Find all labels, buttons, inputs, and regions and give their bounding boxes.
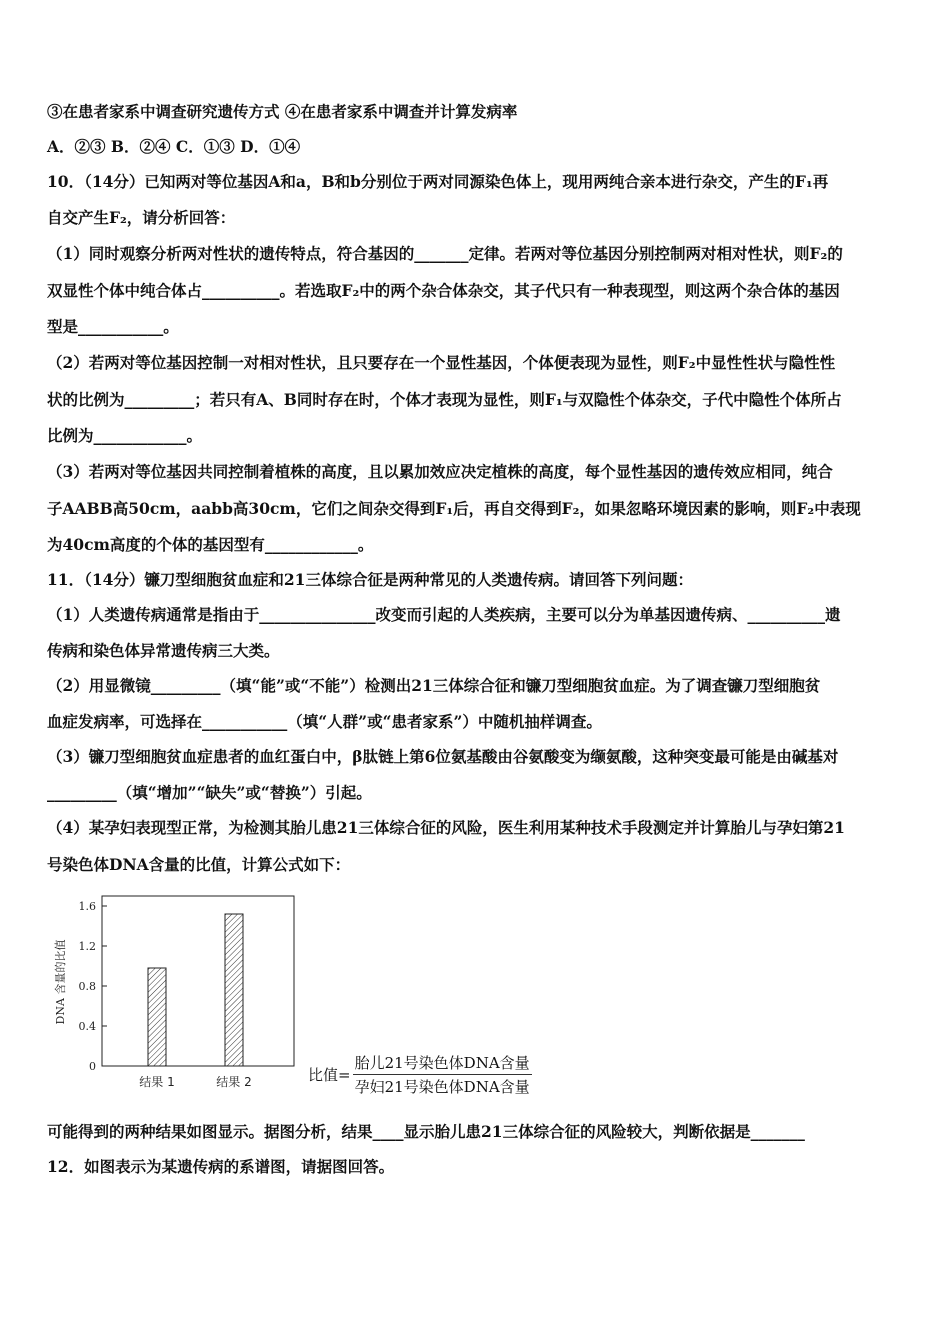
formula-denominator: 孕妇21号染色体DNA含量 — [354, 1078, 530, 1096]
q10-part1-cont: 双显性个体中纯合体占__________。若选取F₂中的两个杂合体杂交，其子代只有一种表现型，则这两个杂合体的基因 — [47, 281, 840, 300]
q11-part2-cont: 血症发病率，可选择在___________（填“人群”或“患者家系”）中随机抽样调查。 — [47, 712, 602, 731]
q10-part2: （2）若两对等位基因控制一对相对性状，且只要存在一个显性基因，个体便表现为显性，则F₂中显性性状与隐性性 — [47, 353, 836, 372]
y-tick-label: 0.4 — [78, 1020, 96, 1033]
q10-part3-end: 为40cm高度的个体的基因型有____________。 — [47, 535, 374, 554]
q11-part1-cont: 传病和染色体异常遗传病三大类。 — [47, 641, 280, 660]
q10-part1: （1）同时观察分析两对性状的遗传特点，符合基因的_______定律。若两对等位基因分别控制两对相对性状，则F₂的 — [47, 244, 843, 263]
formula-numerator: 胎儿21号染色体DNA含量 — [353, 1052, 532, 1075]
y-tick-label: 0.8 — [78, 980, 96, 993]
q11-part4: （4）某孕妇表现型正常，为检测其胎儿患21三体综合征的风险，医生利用某种技术手段测定并计算胎儿与孕妇第21 — [47, 818, 845, 837]
option-line: ③在患者家系中调查研究遗传方式 ④在患者家系中调查并计算发病率 — [47, 102, 518, 121]
q10-stem-cont: 自交产生F₂，请分析回答： — [47, 208, 236, 227]
q11-part4-result: 可能得到的两种结果如图显示。据图分析，结果____显示胎儿患21三体综合征的风险较大，判断依据是_______ — [47, 1122, 805, 1141]
y-tick-label: 1.6 — [78, 900, 96, 913]
bar-1 — [148, 968, 166, 1066]
q11-part4-cont: 号染色体DNA含量的比值，计算公式如下： — [47, 855, 351, 874]
bars — [148, 914, 243, 1066]
answer-choices: A．②③ B．②④ C．①③ D．①④ — [47, 137, 301, 156]
formula-fraction — [353, 1052, 532, 1097]
plot-frame — [102, 896, 294, 1066]
q10-part2-cont: 状的比例为_________；若只有A、B同时存在时，个体才表现为显性，则F₁与双隐性个体杂交，子代中隐性个体所占 — [47, 390, 842, 409]
q11-stem: 11．（14分）镰刀型细胞贫血症和21三体综合征是两种常见的人类遗传病。请回答下列问题： — [47, 570, 693, 589]
q11-part3-cont: _________（填“增加”“缺失”或“替换”）引起。 — [47, 783, 372, 802]
q11-part3: （3）镰刀型细胞贫血症患者的血红蛋白中，β肽链上第6位氨基酸由谷氨酸变为缬氨酸，这种突变最可能是由碱基对 — [47, 747, 839, 766]
q10-part3: （3）若两对等位基因共同控制着植株的高度，且以累加效应决定植株的高度，每个显性基因的遗传效应相同，纯合 — [47, 462, 833, 481]
x-tick-label: 结果 2 — [216, 1075, 252, 1089]
x-tick-label: 结果 1 — [139, 1075, 175, 1089]
q10-part1-end: 型是___________。 — [47, 317, 179, 336]
ratio-formula — [308, 1052, 532, 1097]
q12-stem: 12．如图表示为某遗传病的系谱图，请据图回答。 — [47, 1157, 395, 1176]
x-axis-labels — [139, 1074, 251, 1089]
y-tick-label: 0 — [89, 1060, 96, 1073]
bar-2 — [225, 914, 243, 1066]
y-axis-label: DNA 含量的比值 — [54, 939, 67, 1025]
q11-part1: （1）人类遗传病通常是指由于_______________改变而引起的人类疾病，主要可以分为单基因遗传病、__________遗 — [47, 605, 841, 624]
q10-part3-cont: 子AABB高50cm，aabb高30cm，它们之间杂交得到F₁后，再自交得到F₂，如果忽略环境因素的影响，则F₂中表现 — [47, 499, 861, 518]
q10-part2-end: 比例为____________。 — [47, 426, 203, 445]
q10-stem: 10．（14分）已知两对等位基因A和a，B和b分别位于两对同源染色体上，现用两纯合亲本进行杂交，产生的F₁再 — [47, 172, 829, 191]
y-tick-label: 1.2 — [78, 940, 96, 953]
y-axis — [79, 900, 108, 1073]
formula-label: 比值= — [308, 1066, 351, 1084]
q11-part2: （2）用显微镜_________（填“能”或“不能”）检测出21三体综合征和镰刀型细胞贫血症。为了调查镰刀型细胞贫 — [47, 676, 821, 695]
dna-ratio-bar-chart — [52, 890, 302, 1095]
